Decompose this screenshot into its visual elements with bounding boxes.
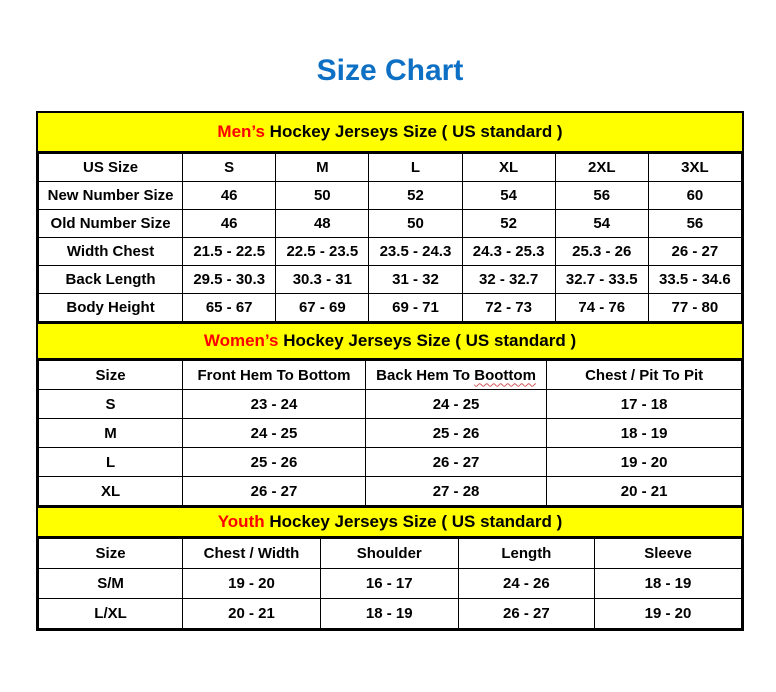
table-row xyxy=(39,266,742,294)
men-table xyxy=(38,153,742,322)
women-banner xyxy=(38,322,742,360)
size-value: 54 xyxy=(462,182,555,210)
size-value: 60 xyxy=(648,182,741,210)
column-header-text: Size xyxy=(95,366,126,384)
row-label: L xyxy=(39,448,183,477)
row-label: Body Height xyxy=(39,294,183,322)
column-header: Chest / Width xyxy=(183,539,321,569)
size-value: 25 - 26 xyxy=(365,419,546,448)
size-value: 24 - 25 xyxy=(365,390,546,419)
size-value: 19 - 20 xyxy=(183,569,321,599)
size-value: 54 xyxy=(555,210,648,238)
table-row xyxy=(39,569,742,599)
men-section xyxy=(38,113,742,322)
size-value: 18 - 19 xyxy=(320,599,458,629)
column-header: Length xyxy=(458,539,594,569)
size-value: 56 xyxy=(555,182,648,210)
size-value: 48 xyxy=(276,210,369,238)
column-header: 2XL xyxy=(555,154,648,182)
size-value: 46 xyxy=(183,210,276,238)
table-row xyxy=(39,182,742,210)
size-value: 31 - 32 xyxy=(369,266,462,294)
column-header: 3XL xyxy=(648,154,741,182)
men-banner xyxy=(38,113,742,153)
size-value: 32.7 - 33.5 xyxy=(555,266,648,294)
row-label: New Number Size xyxy=(39,182,183,210)
size-value: 67 - 69 xyxy=(276,294,369,322)
size-value: 23 - 24 xyxy=(183,390,366,419)
table-row xyxy=(39,210,742,238)
size-value: 50 xyxy=(276,182,369,210)
size-value: 20 - 21 xyxy=(183,599,321,629)
size-value: 27 - 28 xyxy=(365,477,546,506)
banner-text: Hockey Jerseys Size ( US standard ) xyxy=(278,331,577,350)
table-row xyxy=(39,599,742,629)
column-header: Shoulder xyxy=(320,539,458,569)
size-value: 19 - 20 xyxy=(595,599,742,629)
banner-highlight: Men’s xyxy=(217,122,265,141)
size-value: 17 - 18 xyxy=(547,390,742,419)
row-label: S xyxy=(39,390,183,419)
row-label: Old Number Size xyxy=(39,210,183,238)
size-value: 18 - 19 xyxy=(547,419,742,448)
size-value: 25.3 - 26 xyxy=(555,238,648,266)
size-value: 26 - 27 xyxy=(365,448,546,477)
column-header: M xyxy=(276,154,369,182)
table-row xyxy=(39,238,742,266)
size-value: 30.3 - 31 xyxy=(276,266,369,294)
misspelled-word: Boottom xyxy=(474,366,536,384)
table-row xyxy=(39,294,742,322)
size-value: 52 xyxy=(369,182,462,210)
size-value: 19 - 20 xyxy=(547,448,742,477)
banner-text: Hockey Jerseys Size ( US standard ) xyxy=(264,512,563,531)
table-row xyxy=(39,477,742,506)
size-value: 24 - 25 xyxy=(183,419,366,448)
youth-table xyxy=(38,538,742,629)
column-header-text: Chest / Pit To Pit xyxy=(585,366,704,384)
banner-text: Hockey Jerseys Size ( US standard ) xyxy=(264,122,563,141)
column-header: US Size xyxy=(39,154,183,182)
column-header xyxy=(547,361,742,390)
size-value: 56 xyxy=(648,210,741,238)
size-value: 74 - 76 xyxy=(555,294,648,322)
row-label: L/XL xyxy=(39,599,183,629)
column-header xyxy=(183,361,366,390)
size-value: 26 - 27 xyxy=(183,477,366,506)
banner-highlight: Youth xyxy=(217,512,265,531)
size-value: 52 xyxy=(462,210,555,238)
size-value: 33.5 - 34.6 xyxy=(648,266,741,294)
youth-section xyxy=(38,506,742,629)
banner-highlight: Women’s xyxy=(203,331,279,350)
column-header: L xyxy=(369,154,462,182)
size-value: 25 - 26 xyxy=(183,448,366,477)
column-header-text: Back Hem To xyxy=(376,366,475,384)
column-header: Size xyxy=(39,539,183,569)
women-table xyxy=(38,360,742,506)
size-value: 46 xyxy=(183,182,276,210)
row-label: S/M xyxy=(39,569,183,599)
size-value: 77 - 80 xyxy=(648,294,741,322)
size-value: 24.3 - 25.3 xyxy=(462,238,555,266)
column-header: XL xyxy=(462,154,555,182)
column-header xyxy=(365,361,546,390)
column-header xyxy=(39,361,183,390)
size-value: 23.5 - 24.3 xyxy=(369,238,462,266)
size-value: 32 - 32.7 xyxy=(462,266,555,294)
size-value: 22.5 - 23.5 xyxy=(276,238,369,266)
women-section xyxy=(38,322,742,506)
size-value: 26 - 27 xyxy=(648,238,741,266)
table-row xyxy=(39,390,742,419)
women-header-row xyxy=(39,361,742,390)
page-title: Size Chart xyxy=(316,54,464,87)
size-value: 24 - 26 xyxy=(458,569,594,599)
youth-banner xyxy=(38,506,742,538)
column-header-text: Front Hem To Bottom xyxy=(197,366,351,384)
size-value: 20 - 21 xyxy=(547,477,742,506)
column-header: Sleeve xyxy=(595,539,742,569)
table-row xyxy=(39,419,742,448)
men-header-row xyxy=(39,154,742,182)
size-chart xyxy=(36,111,744,631)
size-value: 26 - 27 xyxy=(458,599,594,629)
row-label: XL xyxy=(39,477,183,506)
row-label: Back Length xyxy=(39,266,183,294)
size-value: 16 - 17 xyxy=(320,569,458,599)
size-value: 18 - 19 xyxy=(595,569,742,599)
row-label: M xyxy=(39,419,183,448)
size-value: 50 xyxy=(369,210,462,238)
row-label: Width Chest xyxy=(39,238,183,266)
size-value: 21.5 - 22.5 xyxy=(183,238,276,266)
column-header: S xyxy=(183,154,276,182)
size-value: 72 - 73 xyxy=(462,294,555,322)
table-row xyxy=(39,448,742,477)
size-value: 65 - 67 xyxy=(183,294,276,322)
size-value: 29.5 - 30.3 xyxy=(183,266,276,294)
youth-header-row xyxy=(39,539,742,569)
size-value: 69 - 71 xyxy=(369,294,462,322)
